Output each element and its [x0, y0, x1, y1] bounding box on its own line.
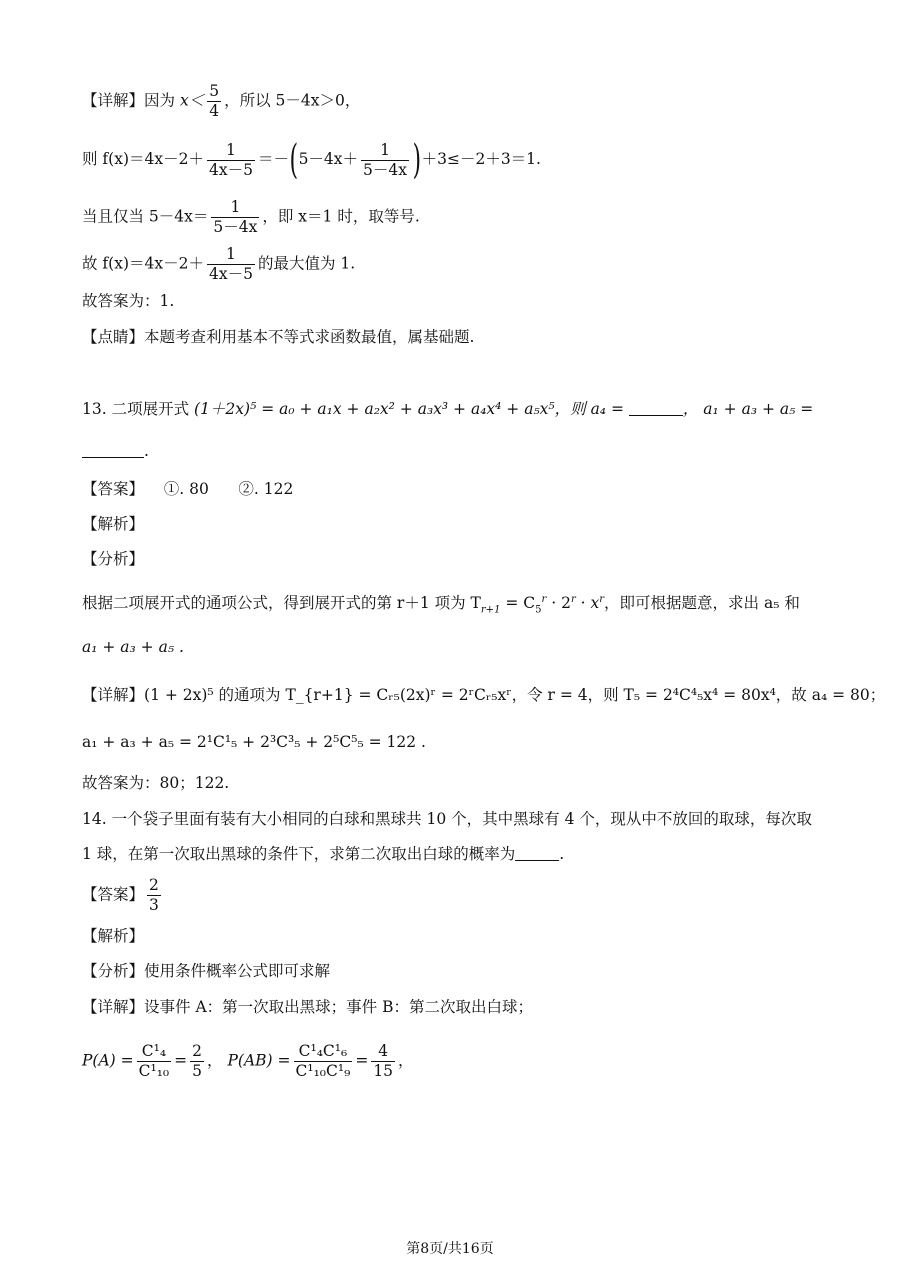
- q14-stem-line2: 1 球，在第一次取出黑球的条件下，求第二次取出白球的概率为 .: [82, 845, 565, 863]
- q13-stem: 13. 二项展开式 (1＋2x)⁵ = a₀ + a₁x + a₂x² + a₃x³ + a₄x⁴ + a₅x⁵，则 a₄ = ， a₁ + a₃ + a₅ =: [82, 400, 814, 418]
- q13-fenxi-line2: a₁ + a₃ + a₅ .: [82, 638, 184, 656]
- fraction: $\frac{1}{4x-5}$: [208, 140, 253, 179]
- comment-label: 【点睛】: [82, 328, 145, 346]
- detail-line-2: 则 f(x)＝4x－2＋ $\frac{1}{4x-5}$ ＝－(5－4x＋ $\frac{1}{5-4x}$ )＋3≤－2＋3＝1.: [82, 137, 541, 183]
- fraction: $\frac{\text{C¹₄C¹₆}}{\text{C¹₁₀C¹₉}}$: [295, 1042, 351, 1080]
- detail-line-3: 当且仅当 5－4x＝ $\frac{1}{5-4x}$ ，即 x＝1 时，取等号.: [82, 198, 420, 236]
- answer-blank: [629, 415, 683, 416]
- q14-analysis-label: 【解析】: [82, 927, 145, 945]
- fraction: $\frac{\text{C¹₄}}{\text{C¹₁₀}}$: [138, 1042, 170, 1080]
- q14-formula: P(A) = $\frac{\text{C¹₄}}{\text{C¹₁₀}}$ = $\frac{2}{5}$ ， P(AB) = $\frac{\text{C¹₄C¹₆}}{\text{C¹₁₀C¹₉}}$ = $\frac{4}{15}$ ，: [82, 1042, 414, 1080]
- q14-stem-line1: 14. 一个袋子里面有装有大小相同的白球和黑球共 10 个，其中黑球有 4 个，现从中不放回的取球，每次取: [82, 810, 812, 828]
- fraction: $\frac{1}{5-4x}$: [363, 140, 407, 179]
- fraction: $\frac{2}{5}$: [192, 1042, 203, 1080]
- fraction: $\frac{5}{4}$: [209, 82, 220, 120]
- detail-line-1: 【详解】因为 x＜ $\frac{5}{4}$ ，所以 5－4x＞0，: [82, 82, 361, 120]
- q13-answer: 【答案】 ①. 80 ②. 122: [82, 480, 294, 498]
- detail-line-4: 故 f(x)＝4x－2＋ $\frac{1}{4x-5}$ 的最大值为 1.: [82, 245, 356, 283]
- answer-line: 故答案为：1.: [82, 292, 175, 310]
- answer-blank: [515, 860, 559, 861]
- q13-fenxi-label: 【分析】: [82, 550, 145, 568]
- expansion-formula: (1＋2x)⁵ = a₀ + a₁x + a₂x² + a₃x³ + a₄x⁴ + a₅x⁵: [194, 400, 555, 418]
- q13-analysis-label: 【解析】: [82, 515, 145, 533]
- q13-stem-cont: .: [82, 440, 149, 462]
- right-paren: ): [412, 137, 422, 183]
- fraction: $\frac{4}{15}$: [373, 1042, 394, 1080]
- page-footer: 第8页/共16页: [406, 1241, 494, 1257]
- q14-fenxi: 【分析】使用条件概率公式即可求解: [82, 962, 331, 980]
- q13-answer-line: 故答案为：80；122.: [82, 774, 230, 792]
- fraction: $\frac{1}{5-4x}$: [213, 198, 258, 236]
- q14-detail: 【详解】设事件 A：第一次取出黑球；事件 B：第二次取出白球；: [82, 998, 533, 1016]
- q13-detail-line1: 【详解】(1 + 2x)⁵ 的通项为 T_{r+1} = Cᵣ₅(2x)ʳ = 2ʳCᵣ₅xʳ，令 r = 4，则 T₅ = 2⁴C⁴₅x⁴ = 80x⁴，故 a₄ = 80；: [82, 686, 886, 704]
- left-paren: (: [289, 137, 299, 183]
- answer-blank: [82, 457, 144, 458]
- q13-fenxi-line1: 根据二项展开式的通项公式，得到展开式的第 r＋1 项为 $T_{r+1} = C_5^r \cdot 2^r \cdot x^r$，即可根据题意，求出 a₅ 和: [82, 594, 800, 616]
- comment-line: 【点睛】本题考查利用基本不等式求函数最值，属基础题.: [82, 328, 475, 346]
- fraction: $\frac{1}{4x-5}$: [208, 245, 253, 283]
- q13-detail-line2: a₁ + a₃ + a₅ = 2¹C¹₅ + 2³C³₅ + 2⁵C⁵₅ = 122 .: [82, 733, 426, 751]
- detail-label: 【详解】: [82, 91, 145, 110]
- answer-fraction: $\frac{2}{3}$: [149, 876, 159, 914]
- q14-answer: 【答案】 $\frac{2}{3}$: [82, 876, 159, 914]
